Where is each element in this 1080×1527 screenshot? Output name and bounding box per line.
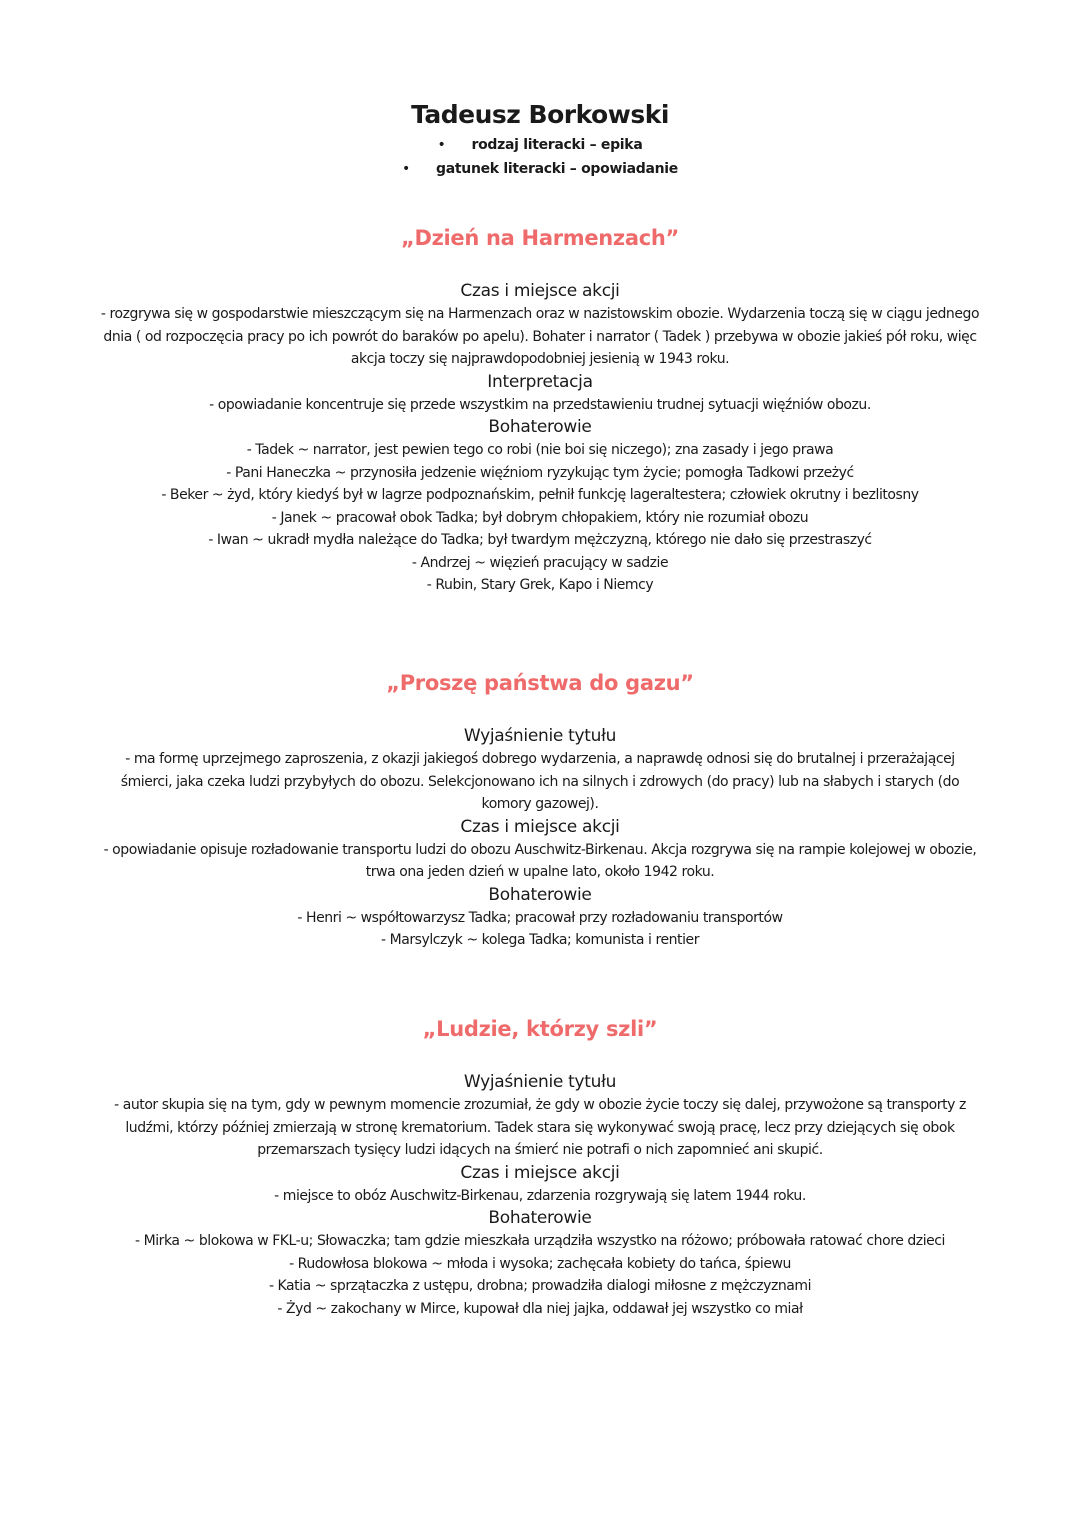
literary-kind: • rodzaj literacki – epika — [0, 133, 1080, 157]
story-title: „Ludzie, którzy szli” — [422, 1017, 658, 1041]
subsection-heading: Interpretacja — [487, 371, 593, 392]
text-line: - Marsylczyk ~ kolega Tadka; komunista i rentier — [380, 932, 700, 948]
text-line: - Rubin, Stary Grek, Kapo i Niemcy — [426, 577, 654, 593]
literary-genre: • gatunek literacki – opowiadanie — [0, 157, 1080, 181]
subsection-heading: Bohaterowie — [488, 884, 592, 905]
subsection-heading: Czas i miejsce akcji — [460, 1162, 620, 1183]
document-header — [0, 100, 1080, 181]
subsection-heading: Bohaterowie — [488, 1208, 592, 1228]
text-line: - Iwan ~ ukradł mydła należące do Tadka; był twardym mężczyzną, którego nie dało się przestraszyć — [208, 532, 872, 548]
text-line: - ma formę uprzejmego zaproszenia, z okazji jakiegoś dobrego wydarzenia, a naprawdę odnosi się do brutalnej i przerażającej śmierci, jaka czeka ludzi przybyłych do obozu. Selekcjonowano ich na silnych i zdrowych (do pracy) lub na słabych i starych (do komory gazowej). — [120, 751, 960, 812]
document-title: Tadeusz Borkowski — [411, 100, 669, 129]
text-line: - autor skupia się na tym, gdy w pewnym momencie zrozumiał, że gdy w obozie życie toczy się dalej, przywożone są transporty z ludźmi, którzy później zmierzają w stronę krematorium. Tadek stara się wykonywać swoją pracę, lecz przy dziejących się obok przemarszach tysięcy ludzi idących na śmierć nie potrafi o nich zapomnieć ani skupić. — [114, 1097, 966, 1158]
genre-list — [0, 133, 1080, 181]
text-line: - Mirka ~ blokowa w FKL-u; Słowaczka; tam gdzie mieszkała urządziła wszystko na różowo; próbowała ratować chore dzieci — [135, 1233, 945, 1249]
text-line: - Tadek ~ narrator, jest pewien tego co robi (nie boi się niczego); zna zasady i jego prawa — [246, 442, 834, 458]
story-section — [100, 226, 980, 597]
text-line: - Janek ~ pracował obok Tadka; był dobrym chłopakiem, który nie rozumiał obozu — [271, 509, 809, 526]
story-title: „Dzień na Harmenzach” — [400, 226, 680, 250]
subsection-heading: Czas i miejsce akcji — [460, 816, 620, 837]
text-line: - Pani Haneczka ~ przynosiła jedzenie więźniom ryzykując tym życie; pomogła Tadkowi przeżyć — [226, 464, 854, 481]
story-section — [100, 1017, 980, 1320]
subsection-heading: Wyjaśnienie tytułu — [463, 726, 617, 746]
text-line: - rozgrywa się w gospodarstwie mieszczącym się na Harmenzach oraz w nazistowskim obozie. Wydarzenia toczą się w ciągu jednego dnia ( od rozpoczęcia pracy po ich powrót do baraków po apelu). Bohater i narrator ( Tadek ) przebywa w obozie jakieś pół roku, więc akcja toczy się najprawdopodobniej jesienią w 1943 roku. — [100, 306, 980, 367]
text-line: - Henri ~ współtowarzysz Tadka; pracował przy rozładowaniu transportów — [297, 909, 783, 926]
text-line: - Andrzej ~ więzień pracujący w sadzie — [411, 554, 669, 571]
text-line: - Rudowłosa blokowa ~ młoda i wysoka; zachęcała kobiety do tańca, śpiewu — [289, 1255, 791, 1272]
subsection-heading: Wyjaśnienie tytułu — [463, 1072, 617, 1092]
text-line: - Beker ~ żyd, który kiedyś był w lagrze podpoznańskim, pełnił funkcję lageraltestera; człowiek okrutny i bezlitosny — [161, 487, 919, 503]
story-title: „Proszę państwa do gazu” — [386, 671, 694, 695]
text-line: - opowiadanie opisuje rozładowanie transportu ludzi do obozu Auschwitz-Birkenau. Akcja rozgrywa się na rampie kolejowej w obozie, trwa ona jeden dzień w upalne lato, około 1942 roku. — [103, 841, 977, 880]
text-line: - Żyd ~ zakochany w Mirce, kupował dla niej jajka, oddawał jej wszystko co miał — [277, 1300, 803, 1317]
subsection-heading: Czas i miejsce akcji — [460, 281, 620, 301]
subsection-heading: Bohaterowie — [488, 417, 592, 437]
text-line: - opowiadanie koncentruje się przede wszystkim na przedstawieniu trudnej sytuacji więźniów obozu. — [209, 396, 871, 413]
text-line: - Katia ~ sprzątaczka z ustępu, drobna; prowadziła dialogi miłosne z mężczyznami — [268, 1278, 812, 1294]
story-section — [100, 671, 980, 952]
text-line: - miejsce to obóz Auschwitz-Birkenau, zdarzenia rozgrywają się latem 1944 roku. — [274, 1187, 806, 1204]
